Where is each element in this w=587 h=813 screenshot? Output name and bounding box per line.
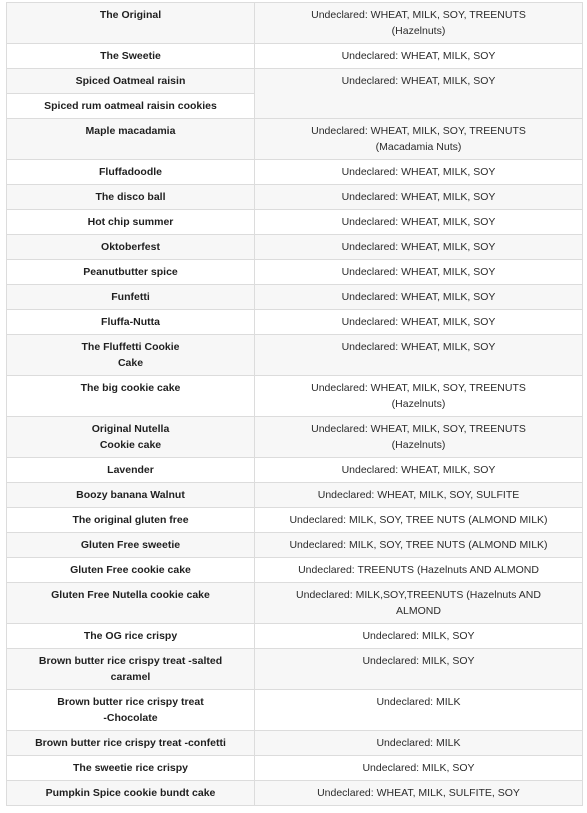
product-name-cell: Oktoberfest	[7, 235, 255, 260]
allergen-cell: Undeclared: MILK,SOY,TREENUTS (Hazelnuts AND ALMOND	[255, 583, 583, 624]
product-name-cell: Peanutbutter spice	[7, 260, 255, 285]
product-name-cell: The Fluffetti Cookie Cake	[7, 335, 255, 376]
allergen-table-wrapper	[6, 2, 582, 806]
allergen-cell: Undeclared: MILK, SOY, TREE NUTS (ALMOND MILK)	[255, 533, 583, 558]
product-name-cell: Pumpkin Spice cookie bundt cake	[7, 781, 255, 806]
allergen-cell: Undeclared: WHEAT, MILK, SOY, SULFITE	[255, 483, 583, 508]
product-name-cell: Gluten Free Nutella cookie cake	[7, 583, 255, 624]
allergen-cell: Undeclared: MILK, SOY	[255, 756, 583, 781]
table-row	[7, 690, 583, 731]
product-name-cell: Lavender	[7, 458, 255, 483]
allergen-cell: Undeclared: MILK, SOY	[255, 649, 583, 690]
table-row	[7, 235, 583, 260]
allergen-table	[6, 2, 583, 806]
product-name-cell: The original gluten free	[7, 508, 255, 533]
allergen-cell: Undeclared: WHEAT, MILK, SULFITE, SOY	[255, 781, 583, 806]
product-name-cell: Original Nutella Cookie cake	[7, 417, 255, 458]
allergen-cell: Undeclared: WHEAT, MILK, SOY, TREENUTS (Macadamia Nuts)	[255, 119, 583, 160]
table-row	[7, 285, 583, 310]
product-name-cell: Fluffa-Nutta	[7, 310, 255, 335]
allergen-cell: Undeclared: WHEAT, MILK, SOY	[255, 210, 583, 235]
product-name-cell: Hot chip summer	[7, 210, 255, 235]
product-name-cell: Funfetti	[7, 285, 255, 310]
product-name-cell: The Original	[7, 3, 255, 44]
table-row	[7, 649, 583, 690]
product-name-cell: Gluten Free cookie cake	[7, 558, 255, 583]
allergen-cell: Undeclared: WHEAT, MILK, SOY	[255, 69, 583, 119]
allergen-cell: Undeclared: WHEAT, MILK, SOY, TREENUTS (Hazelnuts)	[255, 3, 583, 44]
allergen-cell: Undeclared: WHEAT, MILK, SOY	[255, 285, 583, 310]
allergen-cell: Undeclared: MILK	[255, 731, 583, 756]
table-row	[7, 731, 583, 756]
product-name-cell: Spiced rum oatmeal raisin cookies	[7, 94, 255, 119]
table-row	[7, 119, 583, 160]
product-name-cell: Spiced Oatmeal raisin	[7, 69, 255, 94]
allergen-table-body	[7, 3, 583, 806]
table-row	[7, 260, 583, 285]
table-row	[7, 508, 583, 533]
table-row	[7, 160, 583, 185]
table-row	[7, 756, 583, 781]
allergen-cell: Undeclared: MILK, SOY, TREE NUTS (ALMOND MILK)	[255, 508, 583, 533]
table-row	[7, 624, 583, 649]
allergen-cell: Undeclared: WHEAT, MILK, SOY	[255, 458, 583, 483]
product-name-cell: The Sweetie	[7, 44, 255, 69]
allergen-cell: Undeclared: WHEAT, MILK, SOY, TREENUTS (Hazelnuts)	[255, 376, 583, 417]
table-row	[7, 533, 583, 558]
table-row	[7, 185, 583, 210]
allergen-cell: Undeclared: WHEAT, MILK, SOY	[255, 310, 583, 335]
product-name-cell: The disco ball	[7, 185, 255, 210]
product-name-cell: Brown butter rice crispy treat -confetti	[7, 731, 255, 756]
allergen-cell: Undeclared: WHEAT, MILK, SOY, TREENUTS (Hazelnuts)	[255, 417, 583, 458]
product-name-cell: The big cookie cake	[7, 376, 255, 417]
allergen-cell: Undeclared: MILK, SOY	[255, 624, 583, 649]
table-row	[7, 483, 583, 508]
table-row	[7, 376, 583, 417]
product-name-cell: Fluffadoodle	[7, 160, 255, 185]
allergen-cell: Undeclared: WHEAT, MILK, SOY	[255, 260, 583, 285]
table-row	[7, 458, 583, 483]
allergen-cell: Undeclared: MILK	[255, 690, 583, 731]
product-name-cell: Boozy banana Walnut	[7, 483, 255, 508]
table-row	[7, 558, 583, 583]
product-name-cell: Gluten Free sweetie	[7, 533, 255, 558]
table-row	[7, 781, 583, 806]
product-name-cell: The sweetie rice crispy	[7, 756, 255, 781]
allergen-cell: Undeclared: WHEAT, MILK, SOY	[255, 185, 583, 210]
table-row	[7, 3, 583, 44]
product-name-cell: The OG rice crispy	[7, 624, 255, 649]
allergen-cell: Undeclared: WHEAT, MILK, SOY	[255, 235, 583, 260]
product-name-cell: Brown butter rice crispy treat -salted caramel	[7, 649, 255, 690]
allergen-cell: Undeclared: TREENUTS (Hazelnuts AND ALMOND	[255, 558, 583, 583]
table-row	[7, 310, 583, 335]
table-row	[7, 583, 583, 624]
table-row	[7, 335, 583, 376]
product-name-cell: Maple macadamia	[7, 119, 255, 160]
allergen-cell: Undeclared: WHEAT, MILK, SOY	[255, 160, 583, 185]
allergen-cell: Undeclared: WHEAT, MILK, SOY	[255, 335, 583, 376]
table-row	[7, 69, 583, 94]
allergen-cell: Undeclared: WHEAT, MILK, SOY	[255, 44, 583, 69]
product-name-cell: Brown butter rice crispy treat -Chocolate	[7, 690, 255, 731]
table-row	[7, 417, 583, 458]
table-row	[7, 44, 583, 69]
table-row	[7, 210, 583, 235]
